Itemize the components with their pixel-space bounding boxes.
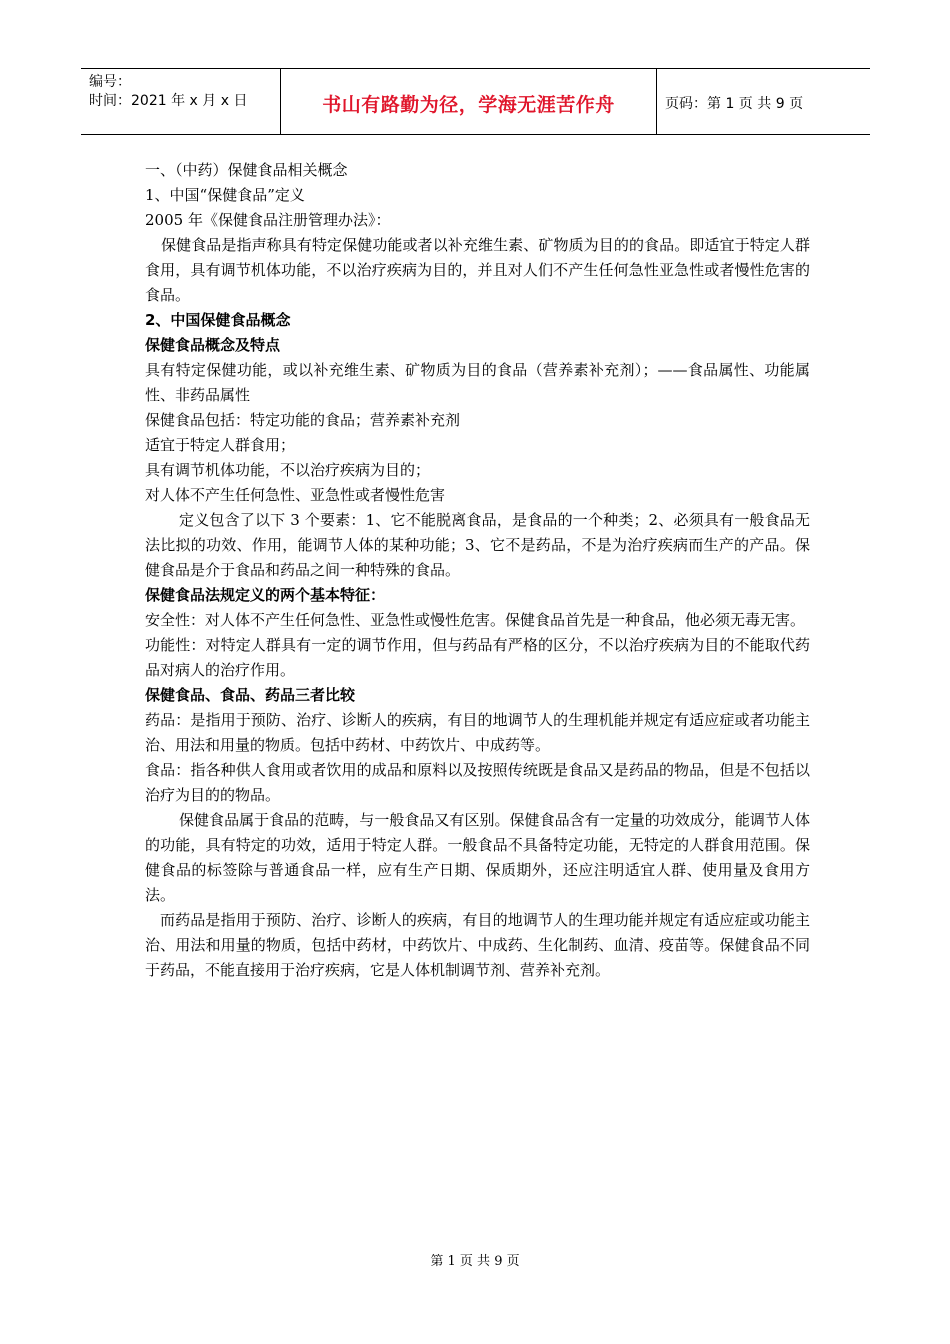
body-paragraph: 定义包含了以下 3 个要素：1、它不能脱离食品，是食品的一个种类；2、必须具有一般食品无法比拟的功效、作用，能调节人体的某种功能；3、它不是药品，不是为治疗疾病而生产的产品。保健食品是介于食品和药品之间一种特殊的食品。 <box>145 511 810 579</box>
body-paragraph: 保健食品包括：特定功能的食品；营养素补充剂 <box>145 411 461 429</box>
header-page-code: 页码：第 1 页 共 9 页 <box>665 95 804 112</box>
header-motto-cell <box>281 69 657 134</box>
section-heading: 保健食品概念及特点 <box>145 336 281 354</box>
body-paragraph: 1、中国“保健食品”定义 <box>145 186 305 204</box>
page-footer: 第 1 页 共 9 页 <box>430 1254 520 1269</box>
header-page-cell <box>657 69 870 134</box>
body-paragraph: 适宜于特定人群食用； <box>145 436 296 454</box>
section-heading: 保健食品法规定义的两个基本特征： <box>145 586 386 604</box>
body-paragraph: 对人体不产生任何急性、亚急性或者慢性危害 <box>145 486 446 504</box>
section-heading: 保健食品、食品、药品三者比较 <box>145 686 356 704</box>
header-motto: 书山有路勤为径，学海无涯苦作舟 <box>322 94 615 116</box>
body-paragraph: 安全性：对人体不产生任何急性、亚急性或慢性危害。保健食品首先是一种食品，他必须无毒无害。 <box>145 611 806 629</box>
body-paragraph: 保健食品是指声称具有特定保健功能或者以补充维生素、矿物质为目的的食品。即适宜于特定人群食用，具有调节机体功能，不以治疗疾病为目的，并且对人们不产生任何急性亚急性或者慢性危害的食品。 <box>145 236 810 304</box>
body-paragraph: 食品：指各种供人食用或者饮用的成品和原料以及按照传统既是食品又是药品的物品，但是不包括以治疗为目的的物品。 <box>145 761 810 804</box>
section-heading: 2、中国保健食品概念 <box>145 311 291 329</box>
body-paragraph: 2005 年《保健食品注册管理办法》： <box>145 211 391 229</box>
body-paragraph: 一、（中药）保健食品相关概念 <box>145 161 348 179</box>
body-paragraph: 药品：是指用于预防、治疗、诊断人的疾病，有目的地调节人的生理机能并规定有适应症或者功能主治、用法和用量的物质。包括中药材、中药饮片、中成药等。 <box>145 711 810 754</box>
body-paragraph: 具有调节机体功能，不以治疗疾病为目的； <box>145 461 431 479</box>
body-paragraph: 具有特定保健功能，或以补充维生素、矿物质为目的食品（营养素补充剂）；——食品属性、功能属性、非药品属性 <box>145 361 810 404</box>
body-paragraph: 而药品是指用于预防、治疗、诊断人的疾病，有目的地调节人的生理功能并规定有适应症或功能主治、用法和用量的物质，包括中药材，中药饮片、中成药、生化制药、血清、疫苗等。保健食品不同于药品，不能直接用于治疗疾病，它是人体机制调节剂、营养补充剂。 <box>145 911 810 979</box>
header-meta-cell <box>81 69 281 134</box>
body-paragraph: 保健食品属于食品的范畴，与一般食品又有区别。保健食品含有一定量的功效成分，能调节人体的功能，具有特定的功效，适用于特定人群。一般食品不具备特定功能，无特定的人群食用范围。保健食品的标签除与普通食品一样，应有生产日期、保质期外，还应注明适宜人群、使用量及食用方法。 <box>145 811 810 904</box>
date-label: 时间：2021 年 x 月 x 日 <box>89 93 248 109</box>
document-body <box>145 158 810 983</box>
body-paragraph: 功能性：对特定人群具有一定的调节作用，但与药品有严格的区分，不以治疗疾病为目的不能取代药品对病人的治疗作用。 <box>145 636 810 679</box>
serial-number-label: 编号： <box>89 74 131 90</box>
document-header <box>81 68 870 135</box>
